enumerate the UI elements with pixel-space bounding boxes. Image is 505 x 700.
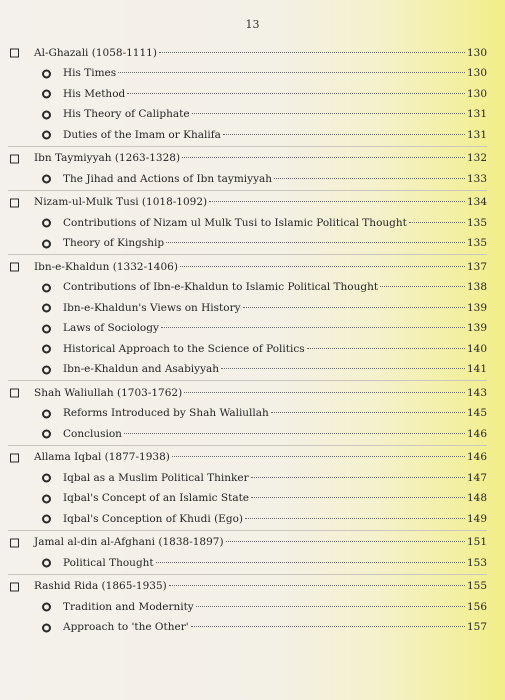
toc-entry-page: 155	[466, 580, 487, 593]
toc-entry-title: Iqbal's Conception of Khudi (Ego)	[63, 512, 243, 525]
toc-entry-page: 145	[466, 407, 487, 420]
toc-line	[63, 601, 487, 614]
toc-entry-page: 131	[466, 128, 487, 141]
toc-section-entry[interactable]	[0, 84, 505, 105]
toc-chapter-entry[interactable]	[0, 448, 505, 469]
circle-bullet-icon	[42, 603, 51, 612]
toc-section-entry[interactable]	[0, 424, 505, 445]
dot-leader	[226, 541, 465, 542]
toc-entry-title: Al-Ghazali (1058-1111)	[34, 46, 157, 59]
toc-section-entry[interactable]	[0, 404, 505, 425]
chapter-separator	[8, 574, 487, 575]
circle-bullet-icon	[42, 515, 51, 524]
toc-entry-title: Tradition and Modernity	[63, 600, 194, 613]
toc-section-entry[interactable]	[0, 125, 505, 146]
square-bullet-icon	[10, 198, 19, 207]
toc-line	[34, 152, 487, 165]
dot-leader	[161, 327, 465, 328]
toc-entry-page: 149	[466, 512, 487, 525]
toc-entry-page: 139	[466, 322, 487, 335]
toc-chapter-entry[interactable]	[0, 43, 505, 64]
toc-section-entry[interactable]	[0, 298, 505, 319]
toc-line	[63, 407, 487, 420]
toc-line	[63, 492, 487, 505]
toc-line	[63, 363, 487, 376]
dot-leader	[180, 266, 465, 267]
dot-leader	[274, 178, 465, 179]
circle-bullet-icon	[42, 430, 51, 439]
toc-entry-title: Laws of Sociology	[63, 322, 159, 335]
circle-bullet-icon	[42, 409, 51, 418]
toc-section-entry[interactable]	[0, 105, 505, 126]
toc-entry-title: His Times	[63, 67, 117, 80]
toc-entry-page: 151	[466, 536, 487, 549]
toc-line	[63, 428, 487, 441]
toc-line	[63, 557, 487, 570]
circle-bullet-icon	[42, 219, 51, 228]
toc-section-entry[interactable]	[0, 64, 505, 85]
toc-chapter-entry[interactable]	[0, 577, 505, 598]
toc-entry-title: Iqbal's Concept of an Islamic State	[63, 492, 250, 505]
dot-leader	[118, 72, 465, 73]
toc-entry-title: Reforms Introduced by Shah Waliullah	[63, 407, 269, 420]
circle-bullet-icon	[42, 304, 51, 313]
dot-leader	[184, 392, 465, 393]
toc-section-entry[interactable]	[0, 597, 505, 618]
toc-entry-title: Allama Iqbal (1877-1938)	[34, 451, 170, 464]
dot-leader	[380, 286, 465, 287]
circle-bullet-icon	[42, 239, 51, 248]
dot-leader	[166, 242, 465, 243]
toc-entry-title: Shah Waliullah (1703-1762)	[34, 386, 183, 399]
toc-entry-title: His Method	[63, 87, 126, 100]
toc-entry-page: 138	[466, 281, 487, 294]
chapter-separator	[8, 190, 487, 191]
toc-line	[63, 281, 487, 294]
toc-entry-title: Historical Approach to the Science of Politics	[63, 342, 305, 355]
toc-line	[63, 621, 487, 634]
toc-chapter-entry[interactable]	[0, 149, 505, 170]
toc-entry-title: Duties of the Imam or Khalifa	[63, 128, 221, 141]
toc-entry-page: 146	[466, 427, 487, 440]
toc-entry-title: The Jihad and Actions of Ibn taymiyyah	[63, 172, 273, 185]
dot-leader	[159, 52, 465, 53]
toc-entry-title: Ibn Taymiyyah (1263-1328)	[34, 152, 181, 165]
toc-entry-page: 143	[466, 386, 487, 399]
toc-entry-title: Contributions of Nizam ul Mulk Tusi to Islamic Political Thought	[63, 216, 407, 229]
toc-chapter-entry[interactable]	[0, 533, 505, 554]
toc-entry-page: 131	[466, 108, 487, 121]
dot-leader	[245, 518, 465, 519]
dot-leader	[196, 606, 465, 607]
circle-bullet-icon	[42, 283, 51, 292]
toc-entry-page: 148	[466, 492, 487, 505]
dot-leader	[251, 497, 465, 498]
toc-line	[63, 173, 487, 186]
toc-entry-title: Political Thought	[63, 556, 154, 569]
toc-entry-page: 137	[466, 260, 487, 273]
toc-line	[63, 343, 487, 356]
circle-bullet-icon	[42, 131, 51, 140]
toc-entry-title: His Theory of Caliphate	[63, 108, 190, 121]
toc-entry-title: Iqbal as a Muslim Political Thinker	[63, 471, 249, 484]
toc-entry-page: 133	[466, 172, 487, 185]
toc-chapter-entry[interactable]	[0, 257, 505, 278]
chapter-separator	[8, 146, 487, 147]
toc-entry-page: 146	[466, 451, 487, 464]
toc-entry-title: Ibn-e-Khaldun and Asabiyyah	[63, 363, 220, 376]
chapter-separator	[8, 380, 487, 381]
dot-leader	[209, 201, 465, 202]
toc-section-entry[interactable]	[0, 489, 505, 510]
toc-entry-title: Jamal al-din al-Afghani (1838-1897)	[34, 536, 224, 549]
circle-bullet-icon	[42, 345, 51, 354]
toc-line	[34, 536, 487, 549]
toc-line	[34, 387, 487, 400]
square-bullet-icon	[10, 538, 19, 547]
toc-line	[63, 129, 487, 142]
circle-bullet-icon	[42, 623, 51, 632]
toc-line	[63, 237, 487, 250]
dot-leader	[409, 222, 465, 223]
toc-line	[34, 47, 487, 60]
toc-entry-title: Conclusion	[63, 427, 122, 440]
toc-section-entry[interactable]	[0, 618, 505, 639]
toc-line	[34, 196, 487, 209]
circle-bullet-icon	[42, 365, 51, 374]
toc-line	[63, 67, 487, 80]
toc-entry-page: 130	[466, 46, 487, 59]
toc-entry-page: 135	[466, 216, 487, 229]
dot-leader	[271, 412, 465, 413]
toc-entry-page: 130	[466, 67, 487, 80]
toc-line	[34, 451, 487, 464]
toc-entry-page: 156	[466, 600, 487, 613]
toc-line	[34, 261, 487, 274]
toc-line	[34, 580, 487, 593]
toc-section-entry[interactable]	[0, 360, 505, 381]
toc-line	[63, 108, 487, 121]
dot-leader	[172, 456, 465, 457]
toc-section-entry[interactable]	[0, 339, 505, 360]
toc-entry-page: 153	[466, 556, 487, 569]
toc-section-entry[interactable]	[0, 213, 505, 234]
page-number: 13	[245, 18, 260, 31]
dot-leader	[169, 585, 465, 586]
toc-entry-page: 134	[466, 196, 487, 209]
square-bullet-icon	[10, 263, 19, 272]
square-bullet-icon	[10, 154, 19, 163]
toc-section-entry[interactable]	[0, 234, 505, 255]
toc-entry-page: 135	[466, 237, 487, 250]
dot-leader	[243, 307, 465, 308]
circle-bullet-icon	[42, 474, 51, 483]
toc-entry-page: 130	[466, 87, 487, 100]
toc-section-entry[interactable]	[0, 278, 505, 299]
dot-leader	[223, 134, 465, 135]
chapter-separator	[8, 254, 487, 255]
toc-line	[63, 472, 487, 485]
square-bullet-icon	[10, 49, 19, 58]
toc-entry-page: 140	[466, 342, 487, 355]
circle-bullet-icon	[42, 69, 51, 78]
dot-leader	[191, 626, 465, 627]
toc-entry-title: Rashid Rida (1865-1935)	[34, 580, 167, 593]
circle-bullet-icon	[42, 559, 51, 568]
toc-entry-title: Contributions of Ibn-e-Khaldun to Islamic Political Thought	[63, 281, 379, 294]
toc-line	[63, 217, 487, 230]
toc-entry-title: Nizam-ul-Mulk Tusi (1018-1092)	[34, 196, 208, 209]
toc-entry-title: Approach to 'the Other'	[63, 621, 189, 634]
table-of-contents	[0, 43, 505, 638]
toc-line	[63, 302, 487, 315]
toc-section-entry[interactable]	[0, 169, 505, 190]
toc-entry-title: Ibn-e-Khaldun's Views on History	[63, 301, 241, 314]
circle-bullet-icon	[42, 175, 51, 184]
dot-leader	[221, 368, 465, 369]
dot-leader	[127, 93, 465, 94]
toc-line	[63, 322, 487, 335]
toc-chapter-entry[interactable]	[0, 383, 505, 404]
toc-section-entry[interactable]	[0, 319, 505, 340]
toc-line	[63, 513, 487, 526]
square-bullet-icon	[10, 453, 19, 462]
toc-section-entry[interactable]	[0, 509, 505, 530]
square-bullet-icon	[10, 389, 19, 398]
toc-entry-title: Ibn-e-Khaldun (1332-1406)	[34, 260, 178, 273]
dot-leader	[156, 562, 465, 563]
toc-section-entry[interactable]	[0, 468, 505, 489]
toc-entry-page: 157	[466, 621, 487, 634]
circle-bullet-icon	[42, 324, 51, 333]
toc-entry-page: 147	[466, 471, 487, 484]
circle-bullet-icon	[42, 110, 51, 119]
dot-leader	[124, 433, 465, 434]
toc-line	[63, 88, 487, 101]
toc-section-entry[interactable]	[0, 553, 505, 574]
toc-entry-page: 141	[466, 363, 487, 376]
toc-entry-page: 132	[466, 152, 487, 165]
toc-entry-title: Theory of Kingship	[63, 237, 165, 250]
toc-chapter-entry[interactable]	[0, 193, 505, 214]
square-bullet-icon	[10, 582, 19, 591]
toc-entry-page: 139	[466, 301, 487, 314]
dot-leader	[182, 157, 465, 158]
circle-bullet-icon	[42, 90, 51, 99]
chapter-separator	[8, 530, 487, 531]
dot-leader	[307, 348, 465, 349]
circle-bullet-icon	[42, 494, 51, 503]
dot-leader	[251, 477, 465, 478]
dot-leader	[192, 113, 465, 114]
chapter-separator	[8, 445, 487, 446]
